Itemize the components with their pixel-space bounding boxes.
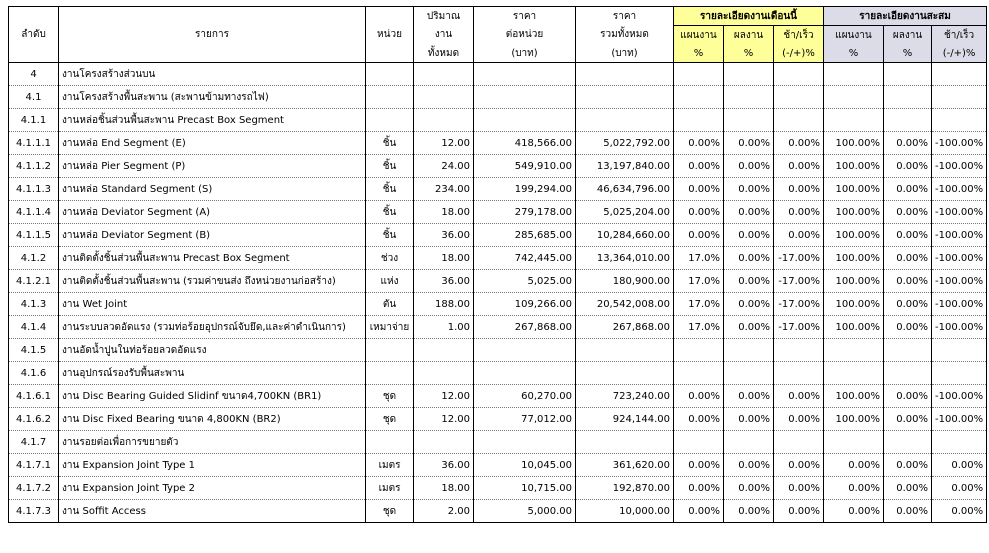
cell-total-price[interactable]: 5,025,204.00 [576, 201, 674, 224]
cell-unit[interactable]: ชุด [366, 500, 414, 523]
cell-month-plan[interactable]: 0.00% [674, 178, 724, 201]
table-row[interactable] [9, 247, 987, 270]
col-header-cum-diff[interactable]: ช้า/เร็ว [932, 26, 987, 45]
cell-qty[interactable]: 12.00 [414, 132, 474, 155]
cell-month-diff[interactable]: 0.00% [774, 500, 824, 523]
cell-qty[interactable] [414, 339, 474, 362]
cell-no[interactable]: 4.1.2.1 [9, 270, 59, 293]
col-header-qty-3: ทั้งหมด [414, 44, 474, 63]
cell-unit[interactable]: ชิ้น [366, 201, 414, 224]
cell-qty[interactable] [414, 109, 474, 132]
cell-unit-price[interactable]: 285,685.00 [474, 224, 576, 247]
cell-cum-diff[interactable] [932, 339, 987, 362]
cell-total-price[interactable]: 180,900.00 [576, 270, 674, 293]
col-header-cum-result-pct: % [884, 44, 932, 63]
cell-unit-price[interactable]: 418,566.00 [474, 132, 576, 155]
cell-total-price[interactable] [576, 362, 674, 385]
col-header-month-diff[interactable]: ช้า/เร็ว [774, 26, 824, 45]
cell-unit[interactable] [366, 63, 414, 86]
cell-cum-plan[interactable]: 100.00% [824, 293, 884, 316]
cell-total-price[interactable]: 5,022,792.00 [576, 132, 674, 155]
col-header-month-plan[interactable]: แผนงาน [674, 26, 724, 45]
cell-cum-result[interactable]: 0.00% [884, 454, 932, 477]
table-row[interactable] [9, 408, 987, 431]
cell-cum-plan[interactable] [824, 339, 884, 362]
cell-cum-diff[interactable] [932, 63, 987, 86]
cell-cum-result[interactable]: 0.00% [884, 201, 932, 224]
cell-unit-price[interactable]: 549,910.00 [474, 155, 576, 178]
cell-month-plan[interactable]: 17.0% [674, 270, 724, 293]
table-row[interactable] [9, 270, 987, 293]
cell-cum-plan[interactable]: 0.00% [824, 477, 884, 500]
cell-month-plan[interactable]: 17.0% [674, 293, 724, 316]
col-header-total-price-3: (บาท) [576, 44, 674, 63]
cell-qty[interactable] [414, 86, 474, 109]
cell-unit-price[interactable]: 199,294.00 [474, 178, 576, 201]
table-row[interactable] [9, 155, 987, 178]
cell-item[interactable]: งานหล่อ Deviator Segment (A) [59, 201, 366, 224]
cell-unit-price[interactable]: 5,025.00 [474, 270, 576, 293]
cell-cum-result[interactable]: 0.00% [884, 178, 932, 201]
cell-month-result[interactable]: 0.00% [724, 316, 774, 339]
cell-month-plan[interactable] [674, 339, 724, 362]
table-row[interactable] [9, 431, 987, 454]
cell-cum-result[interactable]: 0.00% [884, 500, 932, 523]
table-body [9, 63, 987, 523]
cell-cum-diff[interactable]: -100.00% [932, 224, 987, 247]
cell-item[interactable]: งานหล่อ End Segment (E) [59, 132, 366, 155]
cell-month-plan[interactable]: 0.00% [674, 224, 724, 247]
cell-total-price[interactable]: 20,542,008.00 [576, 293, 674, 316]
cell-cum-diff[interactable]: -100.00% [932, 155, 987, 178]
cell-month-plan[interactable]: 17.0% [674, 247, 724, 270]
cell-no[interactable]: 4.1.6.1 [9, 385, 59, 408]
cell-item[interactable]: งาน Soffit Access [59, 500, 366, 523]
cell-total-price[interactable] [576, 86, 674, 109]
cell-month-diff[interactable]: 0.00% [774, 408, 824, 431]
cell-cum-diff[interactable]: -100.00% [932, 132, 987, 155]
cell-total-price[interactable] [576, 431, 674, 454]
cell-month-diff[interactable]: -17.00% [774, 316, 824, 339]
col-header-month-diff-pct: (-/+)% [774, 44, 824, 63]
cell-month-result[interactable]: 0.00% [724, 477, 774, 500]
cell-month-result[interactable]: 0.00% [724, 408, 774, 431]
cell-no[interactable]: 4.1.2 [9, 247, 59, 270]
cell-cum-plan[interactable]: 100.00% [824, 270, 884, 293]
cell-unit[interactable] [366, 86, 414, 109]
cell-cum-diff[interactable]: -100.00% [932, 247, 987, 270]
cell-cum-diff[interactable] [932, 86, 987, 109]
col-header-total-price-2: รวมทั้งหมด [576, 26, 674, 45]
cell-cum-diff[interactable]: -100.00% [932, 293, 987, 316]
cell-no[interactable]: 4.1.1.4 [9, 201, 59, 224]
cell-item[interactable]: งานหล่อ Standard Segment (S) [59, 178, 366, 201]
cell-cum-diff[interactable] [932, 431, 987, 454]
cell-total-price[interactable]: 10,284,660.00 [576, 224, 674, 247]
col-header-no[interactable]: ลำดับ [9, 7, 59, 63]
cell-month-diff[interactable]: -17.00% [774, 270, 824, 293]
cell-unit-price[interactable] [474, 431, 576, 454]
cell-cum-diff[interactable]: -100.00% [932, 178, 987, 201]
table-row[interactable] [9, 109, 987, 132]
table-row[interactable] [9, 201, 987, 224]
cell-item[interactable]: งาน Expansion Joint Type 1 [59, 454, 366, 477]
table-row[interactable] [9, 224, 987, 247]
cell-no[interactable]: 4.1.1.2 [9, 155, 59, 178]
cell-cum-diff[interactable]: 0.00% [932, 500, 987, 523]
cell-month-diff[interactable]: 0.00% [774, 201, 824, 224]
cell-month-plan[interactable]: 0.00% [674, 201, 724, 224]
cell-cum-result[interactable]: 0.00% [884, 316, 932, 339]
table-row[interactable] [9, 454, 987, 477]
cell-unit[interactable]: ช่วง [366, 247, 414, 270]
cell-unit[interactable]: ชุด [366, 385, 414, 408]
cell-qty[interactable]: 18.00 [414, 477, 474, 500]
col-header-month-result-pct: % [724, 44, 774, 63]
cell-cum-plan[interactable]: 0.00% [824, 454, 884, 477]
cell-unit[interactable]: ชิ้น [366, 132, 414, 155]
cell-month-result[interactable] [724, 362, 774, 385]
cell-item[interactable]: งานโครงสร้างพื้นสะพาน (สะพานข้ามทางรถไฟ) [59, 86, 366, 109]
cell-month-diff[interactable]: -17.00% [774, 247, 824, 270]
cell-cum-result[interactable] [884, 431, 932, 454]
cell-month-result[interactable]: 0.00% [724, 270, 774, 293]
cell-month-result[interactable]: 0.00% [724, 293, 774, 316]
cell-cum-plan[interactable]: 100.00% [824, 132, 884, 155]
cell-month-result[interactable]: 0.00% [724, 385, 774, 408]
cell-month-plan[interactable]: 0.00% [674, 132, 724, 155]
cell-month-diff[interactable]: 0.00% [774, 477, 824, 500]
cell-qty[interactable] [414, 63, 474, 86]
col-header-cum-result[interactable]: ผลงาน [884, 26, 932, 45]
cell-month-diff[interactable]: 0.00% [774, 178, 824, 201]
cell-total-price[interactable]: 192,870.00 [576, 477, 674, 500]
cell-month-result[interactable]: 0.00% [724, 454, 774, 477]
cell-cum-plan[interactable]: 100.00% [824, 201, 884, 224]
cell-month-plan[interactable] [674, 362, 724, 385]
cell-unit-price[interactable]: 60,270.00 [474, 385, 576, 408]
cell-cum-plan[interactable]: 100.00% [824, 385, 884, 408]
col-header-item[interactable]: รายการ [59, 7, 366, 63]
cell-cum-result[interactable]: 0.00% [884, 247, 932, 270]
cell-qty[interactable]: 18.00 [414, 247, 474, 270]
cell-item[interactable]: งาน Wet Joint [59, 293, 366, 316]
cell-unit[interactable]: เมตร [366, 477, 414, 500]
cell-cum-plan[interactable] [824, 431, 884, 454]
cell-cum-result[interactable] [884, 109, 932, 132]
cell-month-diff[interactable]: 0.00% [774, 155, 824, 178]
cell-month-result[interactable]: 0.00% [724, 155, 774, 178]
cell-total-price[interactable]: 924,144.00 [576, 408, 674, 431]
cell-total-price[interactable]: 723,240.00 [576, 385, 674, 408]
cell-month-plan[interactable]: 0.00% [674, 155, 724, 178]
cell-item[interactable]: งานติดตั้งชิ้นส่วนพื้นสะพาน Precast Box Segment [59, 247, 366, 270]
cell-unit-price[interactable]: 77,012.00 [474, 408, 576, 431]
cell-unit-price[interactable] [474, 109, 576, 132]
table-row[interactable] [9, 316, 987, 339]
cell-no[interactable]: 4.1 [9, 86, 59, 109]
table-row[interactable] [9, 362, 987, 385]
cell-qty[interactable]: 24.00 [414, 155, 474, 178]
col-header-month-result[interactable]: ผลงาน [724, 26, 774, 45]
cell-cum-plan[interactable]: 100.00% [824, 155, 884, 178]
cell-unit-price[interactable] [474, 86, 576, 109]
cell-cum-result[interactable] [884, 63, 932, 86]
col-header-qty-1[interactable]: ปริมาณ [414, 7, 474, 26]
cell-month-result[interactable]: 0.00% [724, 224, 774, 247]
cell-item[interactable]: งานอุปกรณ์รองรับพื้นสะพาน [59, 362, 366, 385]
col-header-unit-price-3: (บาท) [474, 44, 576, 63]
cell-month-result[interactable] [724, 431, 774, 454]
cell-no[interactable]: 4.1.1.1 [9, 132, 59, 155]
cell-unit-price[interactable]: 10,715.00 [474, 477, 576, 500]
month-group-header[interactable]: รายละเอียดงานเดือนนี้ [674, 7, 824, 26]
cell-month-result[interactable]: 0.00% [724, 201, 774, 224]
cell-no[interactable]: 4.1.7.1 [9, 454, 59, 477]
cell-month-diff[interactable] [774, 109, 824, 132]
cell-qty[interactable] [414, 362, 474, 385]
progress-sheet [8, 6, 987, 523]
cell-unit[interactable] [366, 431, 414, 454]
table-row[interactable] [9, 178, 987, 201]
progress-table [8, 6, 987, 523]
cell-month-result[interactable]: 0.00% [724, 500, 774, 523]
cell-unit[interactable] [366, 362, 414, 385]
cell-cum-result[interactable] [884, 362, 932, 385]
table-row[interactable] [9, 477, 987, 500]
cell-total-price[interactable]: 10,000.00 [576, 500, 674, 523]
cell-total-price[interactable]: 13,364,010.00 [576, 247, 674, 270]
cell-cum-diff[interactable] [932, 109, 987, 132]
cell-total-price[interactable]: 267,868.00 [576, 316, 674, 339]
cell-month-diff[interactable]: 0.00% [774, 454, 824, 477]
cell-total-price[interactable] [576, 339, 674, 362]
col-header-cum-plan-pct: % [824, 44, 884, 63]
cell-qty[interactable]: 12.00 [414, 408, 474, 431]
cell-cum-result[interactable]: 0.00% [884, 155, 932, 178]
cell-no[interactable]: 4.1.7.3 [9, 500, 59, 523]
cell-no[interactable]: 4.1.4 [9, 316, 59, 339]
col-header-month-plan-pct: % [674, 44, 724, 63]
cell-unit-price[interactable]: 279,178.00 [474, 201, 576, 224]
table-row[interactable] [9, 86, 987, 109]
cell-item[interactable]: งานระบบลวดอัดแรง (รวมท่อร้อยอุปกรณ์จับยึด,และค่าดำเนินการ) [59, 316, 366, 339]
cell-total-price[interactable]: 13,197,840.00 [576, 155, 674, 178]
cell-cum-plan[interactable] [824, 86, 884, 109]
cell-cum-diff[interactable] [932, 362, 987, 385]
cell-cum-diff[interactable]: -100.00% [932, 316, 987, 339]
cell-month-plan[interactable] [674, 109, 724, 132]
cell-qty[interactable]: 188.00 [414, 293, 474, 316]
cell-total-price[interactable]: 361,620.00 [576, 454, 674, 477]
cumulative-group-header[interactable]: รายละเอียดงานสะสม [824, 7, 987, 26]
cell-month-diff[interactable] [774, 431, 824, 454]
cell-month-plan[interactable]: 17.0% [674, 316, 724, 339]
cell-no[interactable]: 4.1.7 [9, 431, 59, 454]
cell-month-plan[interactable]: 0.00% [674, 500, 724, 523]
cell-no[interactable]: 4.1.3 [9, 293, 59, 316]
cell-qty[interactable] [414, 431, 474, 454]
cell-month-plan[interactable]: 0.00% [674, 408, 724, 431]
cell-unit[interactable]: ชุด [366, 408, 414, 431]
cell-unit[interactable]: ชิ้น [366, 178, 414, 201]
cell-item[interactable]: งานติดตั้งชิ้นส่วนพื้นสะพาน (รวมค่าขนส่ง ถึงหน่วยงานก่อสร้าง) [59, 270, 366, 293]
table-header [9, 7, 987, 63]
cell-qty[interactable]: 234.00 [414, 178, 474, 201]
cell-total-price[interactable] [576, 109, 674, 132]
cell-month-diff[interactable]: 0.00% [774, 224, 824, 247]
cell-qty[interactable]: 36.00 [414, 224, 474, 247]
cell-cum-result[interactable]: 0.00% [884, 408, 932, 431]
cell-item[interactable]: งานรอยต่อเพื่อการขยายตัว [59, 431, 366, 454]
cell-item[interactable]: งานหล่อชิ้นส่วนพื้นสะพาน Precast Box Segment [59, 109, 366, 132]
col-header-total-price-1[interactable]: ราคา [576, 7, 674, 26]
cell-item[interactable]: งาน Disc Fixed Bearing ขนาด 4,800KN (BR2) [59, 408, 366, 431]
cell-item[interactable]: งานหล่อ Deviator Segment (B) [59, 224, 366, 247]
cell-item[interactable]: งาน Expansion Joint Type 2 [59, 477, 366, 500]
cell-unit-price[interactable]: 5,000.00 [474, 500, 576, 523]
cell-cum-result[interactable]: 0.00% [884, 293, 932, 316]
cell-no[interactable]: 4.1.5 [9, 339, 59, 362]
cell-month-diff[interactable] [774, 86, 824, 109]
cell-item[interactable]: งาน Disc Bearing Guided Slidinf ขนาด4,700KN (BR1) [59, 385, 366, 408]
cell-unit[interactable]: เมตร [366, 454, 414, 477]
cell-no[interactable]: 4.1.1.5 [9, 224, 59, 247]
cell-cum-diff[interactable]: 0.00% [932, 477, 987, 500]
cell-month-result[interactable]: 0.00% [724, 178, 774, 201]
cell-month-result[interactable]: 0.00% [724, 132, 774, 155]
cell-unit-price[interactable] [474, 339, 576, 362]
table-row[interactable] [9, 293, 987, 316]
cell-month-plan[interactable]: 0.00% [674, 477, 724, 500]
cell-cum-plan[interactable] [824, 63, 884, 86]
cell-qty[interactable]: 1.00 [414, 316, 474, 339]
cell-cum-result[interactable]: 0.00% [884, 270, 932, 293]
cell-unit-price[interactable]: 10,045.00 [474, 454, 576, 477]
cell-no[interactable]: 4 [9, 63, 59, 86]
cell-item[interactable]: งานอัดน้ำปูนในท่อร้อยลวดอัดแรง [59, 339, 366, 362]
cell-unit-price[interactable] [474, 362, 576, 385]
cell-qty[interactable]: 2.00 [414, 500, 474, 523]
cell-month-result[interactable] [724, 86, 774, 109]
cell-item[interactable]: งานโครงสร้างส่วนบน [59, 63, 366, 86]
cell-cum-plan[interactable]: 100.00% [824, 247, 884, 270]
cell-cum-result[interactable]: 0.00% [884, 477, 932, 500]
cell-no[interactable]: 4.1.6.2 [9, 408, 59, 431]
cell-cum-plan[interactable]: 100.00% [824, 178, 884, 201]
col-header-cum-diff-pct: (-/+)% [932, 44, 987, 63]
cell-total-price[interactable] [576, 63, 674, 86]
cell-no[interactable]: 4.1.6 [9, 362, 59, 385]
cell-unit[interactable] [366, 109, 414, 132]
cell-unit-price[interactable] [474, 63, 576, 86]
cell-cum-result[interactable]: 0.00% [884, 132, 932, 155]
cell-cum-result[interactable]: 0.00% [884, 224, 932, 247]
cell-qty[interactable]: 36.00 [414, 270, 474, 293]
cell-cum-plan[interactable] [824, 362, 884, 385]
cell-total-price[interactable]: 46,634,796.00 [576, 178, 674, 201]
cell-month-plan[interactable] [674, 86, 724, 109]
table-row[interactable] [9, 132, 987, 155]
cell-month-result[interactable] [724, 63, 774, 86]
cell-month-result[interactable] [724, 109, 774, 132]
table-row[interactable] [9, 500, 987, 523]
cell-unit[interactable]: เหมาจ่าย [366, 316, 414, 339]
col-header-unit-price-1[interactable]: ราคา [474, 7, 576, 26]
cell-cum-plan[interactable]: 100.00% [824, 316, 884, 339]
cell-month-diff[interactable]: -17.00% [774, 293, 824, 316]
cell-unit[interactable] [366, 339, 414, 362]
cell-month-plan[interactable] [674, 431, 724, 454]
cell-cum-diff[interactable]: -100.00% [932, 385, 987, 408]
cell-unit-price[interactable]: 267,868.00 [474, 316, 576, 339]
col-header-unit[interactable]: หน่วย [366, 7, 414, 63]
cell-cum-diff[interactable]: -100.00% [932, 201, 987, 224]
cell-unit[interactable]: ตัน [366, 293, 414, 316]
cell-month-plan[interactable] [674, 63, 724, 86]
cell-cum-diff[interactable]: -100.00% [932, 270, 987, 293]
col-header-qty-2: งาน [414, 26, 474, 45]
cell-cum-plan[interactable]: 100.00% [824, 224, 884, 247]
table-row[interactable] [9, 385, 987, 408]
cell-month-diff[interactable] [774, 362, 824, 385]
cell-month-result[interactable] [724, 339, 774, 362]
cell-month-diff[interactable]: 0.00% [774, 385, 824, 408]
cell-month-plan[interactable]: 0.00% [674, 385, 724, 408]
cell-unit[interactable]: ชิ้น [366, 155, 414, 178]
cell-cum-result[interactable] [884, 86, 932, 109]
cell-month-diff[interactable] [774, 339, 824, 362]
cell-unit-price[interactable]: 109,266.00 [474, 293, 576, 316]
cell-qty[interactable]: 36.00 [414, 454, 474, 477]
cell-cum-result[interactable] [884, 339, 932, 362]
cell-unit-price[interactable]: 742,445.00 [474, 247, 576, 270]
cell-cum-diff[interactable]: -100.00% [932, 408, 987, 431]
cell-unit[interactable]: แห่ง [366, 270, 414, 293]
cell-no[interactable]: 4.1.1 [9, 109, 59, 132]
cell-month-plan[interactable]: 0.00% [674, 454, 724, 477]
cell-month-result[interactable]: 0.00% [724, 247, 774, 270]
cell-qty[interactable]: 18.00 [414, 201, 474, 224]
cell-cum-plan[interactable]: 100.00% [824, 408, 884, 431]
cell-cum-result[interactable]: 0.00% [884, 385, 932, 408]
col-header-unit-price-2: ต่อหน่วย [474, 26, 576, 45]
cell-item[interactable]: งานหล่อ Pier Segment (P) [59, 155, 366, 178]
cell-no[interactable]: 4.1.1.3 [9, 178, 59, 201]
table-row[interactable] [9, 339, 987, 362]
cell-no[interactable]: 4.1.7.2 [9, 477, 59, 500]
col-header-cum-plan[interactable]: แผนงาน [824, 26, 884, 45]
cell-month-diff[interactable]: 0.00% [774, 132, 824, 155]
cell-cum-plan[interactable] [824, 109, 884, 132]
cell-unit[interactable]: ชิ้น [366, 224, 414, 247]
cell-cum-plan[interactable]: 0.00% [824, 500, 884, 523]
cell-qty[interactable]: 12.00 [414, 385, 474, 408]
cell-cum-diff[interactable]: 0.00% [932, 454, 987, 477]
cell-month-diff[interactable] [774, 63, 824, 86]
table-row[interactable] [9, 63, 987, 86]
